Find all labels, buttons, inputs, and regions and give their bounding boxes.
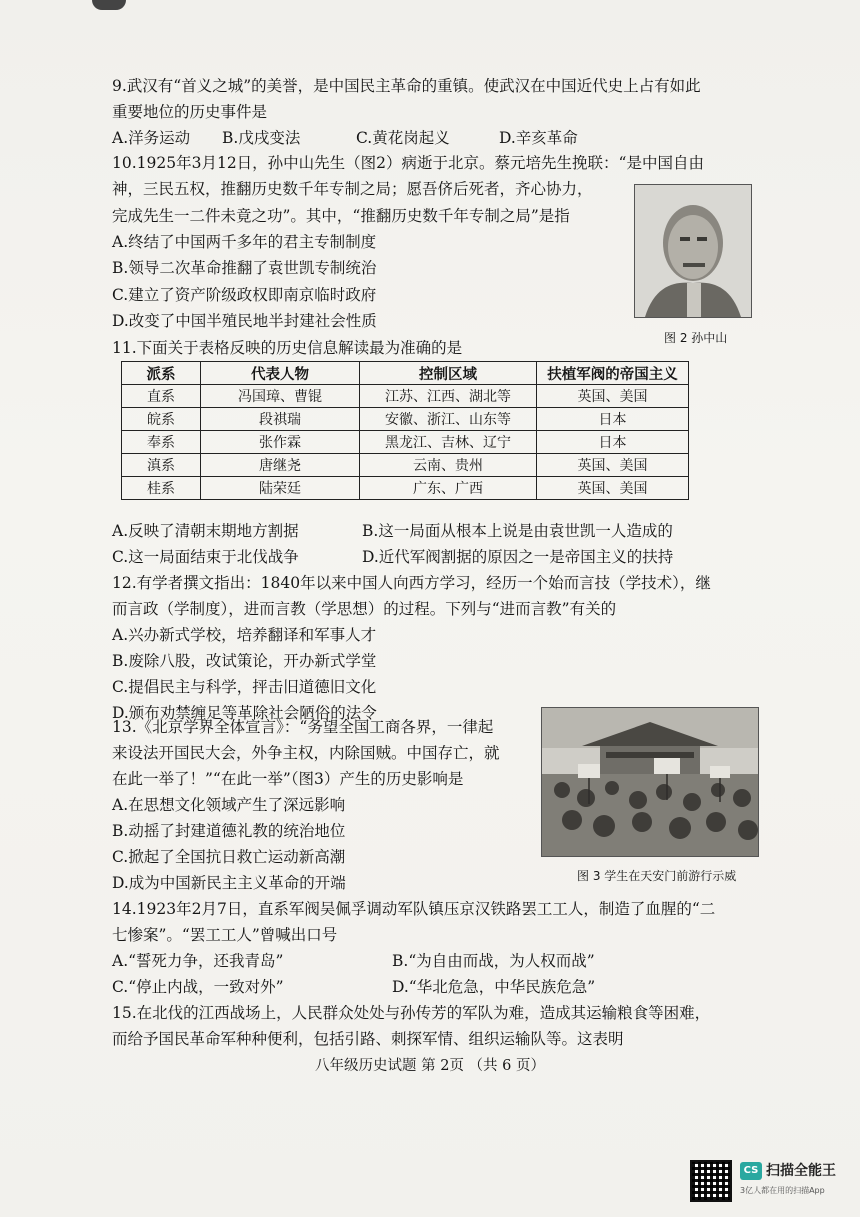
- table-row: [122, 385, 689, 408]
- header-representative: 代表人物: [201, 362, 360, 385]
- figure2-caption: 图 2 孙中山: [664, 331, 728, 345]
- table-cell: 日本: [537, 408, 689, 431]
- portrait-image: [635, 185, 751, 317]
- q12-option-b: B.废除八股，改试策论，开办新式学堂: [112, 652, 377, 670]
- sun-yat-sen-photo: [634, 184, 752, 318]
- protest-image: [542, 708, 758, 856]
- table-header-row: [122, 362, 689, 385]
- table-row: [122, 454, 689, 477]
- table-cell: 广东、广西: [360, 477, 537, 500]
- q10-option-c: C.建立了资产阶级政权即南京临时政府: [112, 286, 377, 304]
- table-cell: 江苏、江西、湖北等: [360, 385, 537, 408]
- q13-line1: 13.《北京学界全体宣言》：“务望全国工商各界，一律起: [112, 718, 494, 736]
- q12-option-c: C.提倡民主与科学，抨击旧道德旧文化: [112, 678, 377, 696]
- punch-mark: [92, 0, 126, 10]
- warlord-table: [121, 361, 689, 500]
- q9-option-d: D.辛亥革命: [499, 129, 578, 147]
- table-cell: 英国、美国: [537, 385, 689, 408]
- q10-option-b: B.领导二次革命推翻了袁世凯专制统治: [112, 259, 377, 277]
- table-cell: 桂系: [122, 477, 201, 500]
- q13-option-b: B.动摇了封建道德礼教的统治地位: [112, 822, 346, 840]
- header-imperialist: 扶植军阀的帝国主义: [537, 362, 689, 385]
- qr-code-icon: [690, 1160, 732, 1202]
- table-cell: 日本: [537, 431, 689, 454]
- q12-line1: 12.有学者撰文指出：1840年以来中国人向西方学习，经历一个始而言技（学技术），继: [112, 574, 711, 592]
- q11-option-c: C.这一局面结束于北伐战争: [112, 548, 299, 566]
- table-cell: 奉系: [122, 431, 201, 454]
- q11-option-b: B.这一局面从根本上说是由袁世凯一人造成的: [362, 522, 673, 540]
- table-cell: 云南、贵州: [360, 454, 537, 477]
- table-cell: 安徽、浙江、山东等: [360, 408, 537, 431]
- q14-option-d: D.“华北危急，中华民族危急”: [392, 978, 596, 996]
- q9-option-a: A.洋务运动: [112, 129, 191, 147]
- table-cell: 英国、美国: [537, 454, 689, 477]
- q12-line2: 而言政（学制度），进而言教（学思想）的过程。下列与“进而言教”有关的: [112, 600, 617, 618]
- table-cell: 段祺瑞: [201, 408, 360, 431]
- header-faction: 派系: [122, 362, 201, 385]
- q14-option-b: B.“为自由而战，为人权而战”: [392, 952, 595, 970]
- camscanner-name: 扫描全能王: [766, 1163, 836, 1179]
- q13-option-a: A.在思想文化领域产生了深远影响: [112, 796, 346, 814]
- q10-line2: 神，三民五权，推翻历史数千年专制之局；愿吾侪后死者，齐心协力，: [112, 180, 593, 198]
- table-cell: 黑龙江、吉林、辽宁: [360, 431, 537, 454]
- tiananmen-protest-photo: [541, 707, 759, 857]
- table-cell: 唐继尧: [201, 454, 360, 477]
- q11-line1: 11.下面关于表格反映的历史信息解读最为准确的是: [112, 339, 463, 357]
- q13-line2: 来设法开国民大会，外争主权，内除国贼。中国存亡，就: [112, 744, 500, 762]
- table-row: [122, 408, 689, 431]
- table-cell: 陆荣廷: [201, 477, 360, 500]
- camscanner-tagline: 3亿人都在用的扫描App: [740, 1186, 825, 1195]
- page-footer: 八年级历史试题 第 2页 （共 6 页）: [315, 1058, 545, 1074]
- figure3-caption: 图 3 学生在天安门前游行示威: [577, 869, 737, 883]
- q9-option-b: B.戊戌变法: [222, 129, 301, 147]
- q13-option-c: C.掀起了全国抗日救亡运动新高潮: [112, 848, 346, 866]
- q10-option-d: D.改变了中国半殖民地半封建社会性质: [112, 312, 377, 330]
- q12-option-a: A.兴办新式学校，培养翻译和军事人才: [112, 626, 377, 644]
- table-cell: 滇系: [122, 454, 201, 477]
- table-cell: 冯国璋、曹锟: [201, 385, 360, 408]
- camscanner-watermark: [690, 1160, 850, 1206]
- q14-option-a: A.“誓死力争，还我青岛”: [112, 952, 284, 970]
- q14-line2: 七惨案”。“罢工工人”曾喊出口号: [112, 926, 338, 944]
- table-row: [122, 431, 689, 454]
- q9-option-c: C.黄花岗起义: [356, 129, 450, 147]
- q9-line2: 重要地位的历史事件是: [112, 103, 268, 121]
- q14-option-c: C.“停止内战，一致对外”: [112, 978, 284, 996]
- table-cell: 英国、美国: [537, 477, 689, 500]
- header-region: 控制区域: [360, 362, 537, 385]
- q12-option-d: D.颁布劝禁缠足等革除社会陋俗的法令: [112, 704, 377, 722]
- q10-line3: 完成先生一二件未竟之功”。其中，“推翻历史数千年专制之局”是指: [112, 207, 570, 225]
- table-row: [122, 477, 689, 500]
- q9-line1: 9.武汉有“首义之城”的美誉，是中国民主革命的重镇。使武汉在中国近代史上占有如此: [112, 77, 701, 95]
- q11-option-a: A.反映了清朝末期地方割据: [112, 522, 299, 540]
- table-cell: 直系: [122, 385, 201, 408]
- q15-line2: 而给予国民革命军种种便利，包括引路、刺探军情、组织运输队等。这表明: [112, 1030, 624, 1048]
- camscanner-logo: CS: [740, 1162, 762, 1180]
- q10-line1: 10.1925年3月12日，孙中山先生（图2）病逝于北京。蔡元培先生挽联：“是中国自由: [112, 154, 704, 172]
- q10-option-a: A.终结了中国两千多年的君主专制制度: [112, 233, 377, 251]
- table-cell: 皖系: [122, 408, 201, 431]
- q13-line3: 在此一举了！”“在此一举”（图3）产生的历史影响是: [112, 770, 464, 788]
- q15-line1: 15.在北伐的江西战场上，人民群众处处与孙传芳的军队为难，造成其运输粮食等困难，: [112, 1004, 711, 1022]
- q11-option-d: D.近代军阀割据的原因之一是帝国主义的扶持: [362, 548, 674, 566]
- table-cell: 张作霖: [201, 431, 360, 454]
- q13-option-d: D.成为中国新民主主义革命的开端: [112, 874, 346, 892]
- q14-line1: 14.1923年2月7日，直系军阀吴佩孚调动军队镇压京汉铁路罢工工人，制造了血腥的“二: [112, 900, 716, 918]
